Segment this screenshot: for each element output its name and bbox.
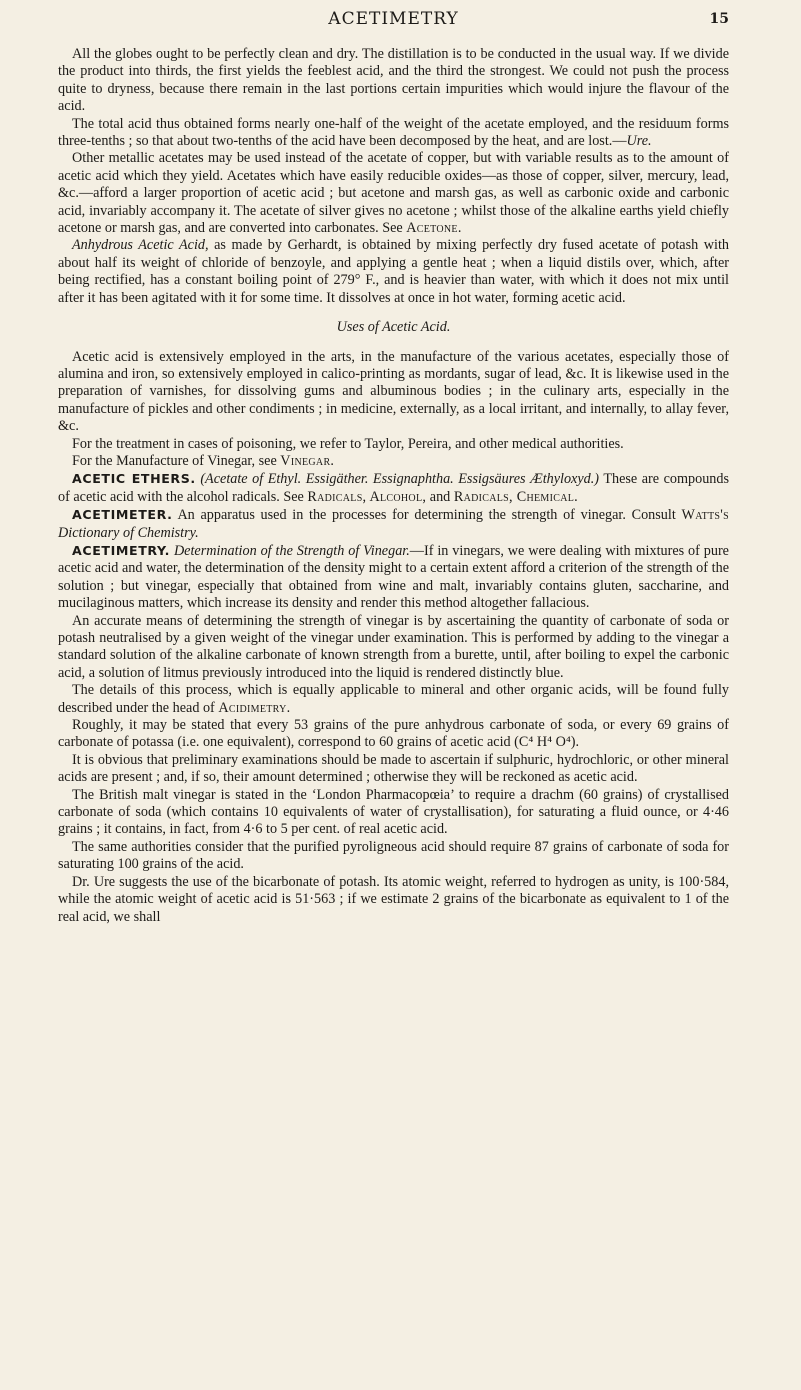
cross-reference: Acidimetry. bbox=[218, 699, 291, 716]
section-subheading: Uses of Acetic Acid. bbox=[336, 319, 451, 336]
paragraph: All the globes ought to be perfectly clean and dry. The distillation is to be conducted in the usual way. If we divide the product into thirds, the first yields the feeblest acid, and the third the strongest. We could not push the process quite to dryness, because there remain in the last portions certain impurities which would injure the flavour of the acid. bbox=[58, 46, 729, 115]
paragraph: Dr. Ure suggests the use of the bicarbonate of potash. Its atomic weight, referred to hydrogen as unity, is 100·584, while the atomic weight of acetic acid is 51·563 ; if we estimate 2 grains of the bicarbonate as equivalent to 1 of the real acid, we shall bbox=[58, 873, 729, 925]
paragraph: The total acid thus obtained forms nearly one-half of the weight of the acetate employed, and the residuum forms three-tenths ; so that about two-tenths of the acid have been decomposed by the heat, and are lost.—Ure. bbox=[58, 115, 729, 150]
page-number: 15 bbox=[709, 11, 729, 27]
paragraph: The same authorities consider that the purified pyroligneous acid should require 87 grains of carbonate of soda for saturating 100 grains of the acid. bbox=[58, 838, 729, 873]
cross-reference: Acetone. bbox=[406, 220, 462, 237]
paragraph: For the Manufacture of Vinegar, see Vinegar. bbox=[72, 452, 335, 469]
paragraph: An accurate means of determining the strength of vinegar is by ascertaining the quantity of carbonate of soda or potash neutralised by a given weight of the vinegar under examination. This is performed by adding to the vinegar a standard solution of the alkaline carbonate of known strength from a burette, until, after boiling to expel the carbonic acid, a solution of litmus previously introduced into the liquid is rendered distinctly blue. bbox=[58, 612, 729, 681]
dictionary-entry: ACETIC ETHERS. (Acetate of Ethyl. Essigäther. Essignaphtha. Essigsäures Æthyloxyd.) These are compounds of acetic acid with the alcohol radicals. See Radicals, Alcohol, and Radicals, Chemical. bbox=[58, 471, 730, 505]
cross-reference: Radicals, Chemical. bbox=[453, 488, 578, 505]
entry-lead: Anhydrous Acetic Acid, bbox=[72, 237, 209, 254]
citation: Ure. bbox=[626, 133, 652, 150]
paragraph: Other metallic acetates may be used instead of the acetate of copper, but with variable results as to the amount of acetic acid which they yield. Acetates which have easily reducible oxides—as those of copper, silver, mercury, lead, &c.—afford a larger proportion of acetic acid ; but acetone and marsh gas, as well as carbonic oxide and carbonic acid, invariably accompany it. The acetate of silver gives no acetone ; whilst those of the alkaline earths yield chiefly acetone or marsh gas, and are converted into carbonates. See Acetone. bbox=[58, 150, 729, 237]
entry-subtitle: Determination of the Strength of Vinegar. bbox=[173, 542, 410, 559]
paragraph: Acetic acid is extensively employed in the arts, in the manufacture of the various acetates, especially those of alumina and iron, so extensively employed in calico-printing as mordants, sugar of lead, &c. It is likewise used in the preparation of varnishes, for dissolving gums and albuminous bodies ; in the culinary arts, especially in the manufacture of pickles and other condiments ; in medicine, externally, as a local irritant, and internally, to allay fever, &c. bbox=[58, 348, 729, 435]
paragraph: Anhydrous Acetic Acid, as made by Gerhardt, is obtained by mixing perfectly dry fused acetate of potash with about half its weight of chloride of benzoyle, and applying a gentle heat ; when a liquid distils over, which, after being rectified, has a constant boiling point of 279° F., and is heavier than water, with which it does not mix until after it has been agitated with it for some time. It dissolves at once in hot water, forming acetic acid. bbox=[58, 237, 729, 306]
paragraph: It is obvious that preliminary examinations should be made to ascertain if sulphuric, hydrochloric, or other mineral acids are present ; and, if so, their amount determined ; otherwise they will be reckoned as acetic acid. bbox=[58, 751, 729, 786]
dictionary-entry: ACETIMETRY. Determination of the Strength of Vinegar.—If in vinegars, we were dealing with mixtures of pure acetic acid and water, the determination of the density might to a certain extent afford a criterion of the strength of the solution ; but vinegar, especially that obtained from wine and malt, invariably contains gluten, saccharine, and mucilaginous matters, which increase its density and render this method altogether fallacious. bbox=[58, 542, 729, 612]
paragraph: The details of this process, which is equally applicable to mineral and other organic acids, will be found fully described under the head of Acidimetry. bbox=[58, 682, 729, 716]
entry-headword: ACETIMETER. bbox=[72, 507, 173, 523]
cross-reference: Watts's bbox=[681, 507, 730, 524]
cross-reference: Radicals, Alcohol, bbox=[307, 488, 427, 505]
cross-reference: Vinegar. bbox=[280, 452, 335, 469]
entry-headword: ACETIMETRY. bbox=[72, 542, 171, 558]
book-title: Dictionary of Chemistry. bbox=[58, 524, 199, 541]
dictionary-entry: ACETIMETER. An apparatus used in the processes for determining the strength of vinegar. Consult Watts's Dictionary of Chemistry. bbox=[58, 507, 730, 541]
paragraph: For the treatment in cases of poisoning, we refer to Taylor, Pereira, and other medical authorities. bbox=[72, 435, 624, 452]
entry-headword: ACETIC ETHERS. bbox=[72, 471, 196, 487]
running-title: ACETIMETRY bbox=[328, 9, 459, 29]
entry-synonyms: (Acetate of Ethyl. Essigäther. Essignaphtha. Essigsäures Æthyloxyd.) bbox=[200, 471, 600, 488]
paragraph: The British malt vinegar is stated in the ‘London Pharmacopœia’ to require a drachm (60 grains) of crystallised carbonate of soda (which contains 10 equivalents of water of crystallisation), for saturating a fluid ounce, or 4·46 grains ; it contains, in fact, from 4·6 to 5 per cent. of real acetic acid. bbox=[58, 786, 729, 838]
body-text bbox=[58, 46, 729, 926]
paragraph: Roughly, it may be stated that every 53 grains of the pure anhydrous carbonate of soda, or every 69 grains of carbonate of potassa (i.e. one equivalent), correspond to 60 grains of acetic acid (C⁴ H⁴ O⁴). bbox=[58, 717, 729, 751]
running-head bbox=[58, 0, 729, 46]
